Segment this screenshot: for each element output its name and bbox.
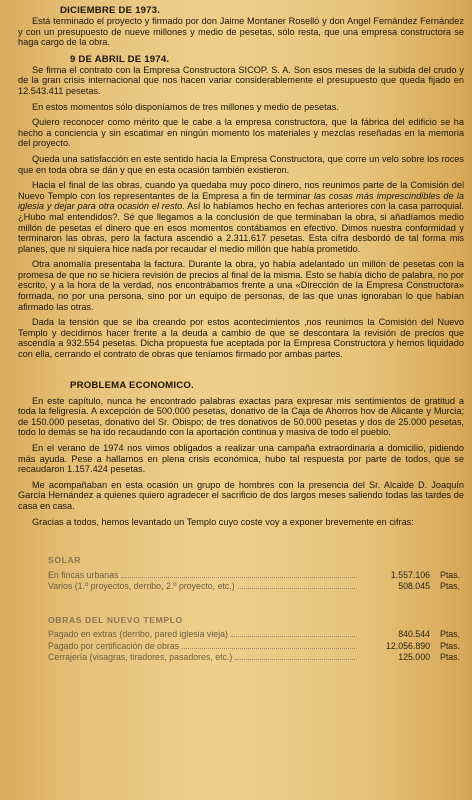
cost-unit: Ptas.: [439, 640, 460, 651]
cost-amount: 1.557.106: [390, 569, 430, 580]
cost-row: [48, 652, 460, 664]
leader-dots: [238, 588, 357, 589]
cost-row: [48, 570, 460, 582]
cost-section-obras-label: OBRAS DEL NUEVO TEMPLO: [48, 614, 183, 625]
cost-row: [48, 629, 460, 641]
cost-label: Varios (1.º proyectos, derribo, 2.º proyecto, etc.): [48, 581, 235, 592]
paragraph: Está terminado el proyecto y firmado por don Jaime Montaner Roselló y don Angel Fernández Fernández y con un presupuesto de nueve millones y medio de pesetas, sólo resta, que una empresa constructora se haga cargo de la obra.: [18, 16, 464, 48]
paragraph: Me acompañaban en esta ocasión un grupo de hombres con la presencia del Sr. Alcalde D. Joaquín García Hernández a quienes quiero agradecer el sacrificio de dos largos meses saliendo todas las tardes de casa en casa.: [18, 479, 464, 511]
paragraph: Dada la tensión que se iba creando por estos acontecimientos ,nos reunimos la Comisión del Nuevo Templo y decidimos hacer frente a la deuda a cambio de que se descontara la revisión de precios que ascendía a 932.554 pesetas. Dicha propuesta fue aceptada por la Empresa Constructora y hemos liquidado con ella, cerrando el contrato de obras que teníamos firmado por ambas partes.: [18, 317, 464, 360]
paragraph: Gracias a todos, hemos levantado un Templo cuyo coste voy a exponer brevemente en cifras:: [32, 516, 414, 527]
text-run: Hacia el final de las obras, cuando ya quedaba muy poco dinero, nos reunimos parte de la Comisión del Nuevo Templo con los representantes de la Empresa a fin de terminar: [18, 180, 464, 201]
cost-amount: 840.544: [398, 629, 430, 640]
document-page: [18, 0, 464, 664]
paragraph: En el verano de 1974 nos vimos obligados a realizar una campaña extraordinaria a domicilio, pidiendo más ayuda. Pese a hallarnos en plena crisis económica, hubo tal respuesta por parte de todos, que se recaudaron 1.157.424 pesetas.: [18, 443, 464, 475]
cost-row: [48, 581, 460, 593]
cost-unit: Ptas.: [439, 652, 460, 663]
cost-label: Cerrajería (visagras, tiradores, pasadores, etc.): [48, 652, 233, 663]
paragraph: En este capítulo, nunca he encontrado palabras exactas para expresar mis sentimientos de gratitud a toda la feligresía. A excepción de 500.000 pesetas, donativo de la Caja de Ahorros hov de Alicante y Murcia; de 150.000 pesetas, donativo del Sr. Obispo; de tres donativos de 50.000 pesetas y dos de 25.000 pesetas, todo lo demás se ha ido recaudando con la aportación continua y masiva de todo el pueblo.: [18, 395, 464, 438]
leader-dots: [231, 636, 357, 637]
cost-list-obras: [18, 629, 464, 664]
leader-dots: [121, 577, 357, 578]
cost-amount: 508.045: [398, 581, 430, 592]
cost-amount: 125.000: [398, 652, 430, 663]
heading-problema-economico: PROBLEMA ECONOMICO.: [70, 379, 194, 391]
leader-dots: [182, 648, 357, 649]
heading-diciembre-1973: DICIEMBRE DE 1973.: [60, 5, 161, 16]
cost-label: Pagado por certificación de obras: [48, 640, 180, 651]
paragraph: Quiero reconocer como mérito que le cabe a la empresa constructora, que la fábrica del edificio se ha hecho a conciencia y sin escatimar en ningún momento los materiales y mezclas reseñadas en la memoria del proyecto.: [18, 117, 464, 149]
cost-section-solar-label: SOLAR: [48, 555, 82, 566]
cost-unit: Ptas.: [439, 581, 460, 592]
text-run: Así lo habíamos hecho en fechas anteriores con la casa parroquial. ¿Hubo mal entendidos?. Sé que llegamos a la conclusión de que terminaban la obra, si añadíamos medio millón de pesetas el dinero que en esos momentos contábamos en efectivo. Dimos nuestra conformidad y terminaron las obras, pero la factura ascendió a 2.311.617 pesetas. Esta cifra desbordó de tal forma mis planes, que ni siquiera hice nada por recaudar el medio millón que había prometido.: [18, 201, 464, 254]
cost-label: En fincas urbanas: [48, 569, 119, 580]
cost-unit: Ptas.: [439, 569, 460, 580]
cost-row: [48, 641, 460, 653]
paragraph: Se firma el contrato con la Empresa Constructora SICOP. S. A. Son esos meses de la subida del crudo y de la gran crisis internacional que nos hacen variar considerablemente el presupuesto que queda fijado en 12.543.411 pesetas.: [18, 64, 464, 96]
italic-text: las cosas más imprescindibles de la iglesia y dejar para otra ocasión el resto.: [18, 190, 464, 212]
paragraph: En estos momentos sólo disponíamos de tres millones y medio de pesetas.: [32, 101, 339, 112]
paragraph: Otra anomalía presentaba la factura. Durante la obra, yo había adelantado un millón de pesetas con la promesa de que no se hiciera revisión de precios al final de la misma. Esto se había dicho de palabra, no por escrito, y a la hora de la verdad, nos encontrábamos frente a una «Dirección de la Empresa Constructora» formada, no por una persona, sino por un equipo de personas, de las que unas ignoraban lo que habían afirmado las otras.: [18, 259, 464, 312]
paragraph: Queda una satisfacción en este sentido hacia la Empresa Constructora, que corre un velo sobre los roces que en toda obra se dán y que en esta ocasión también existieron.: [18, 153, 464, 175]
cost-label: Pagado en extras (derribo, pared iglesia vieja): [48, 629, 228, 640]
cost-list-solar: [18, 570, 464, 593]
cost-unit: Ptas.: [439, 629, 460, 640]
heading-abril-1974: 9 DE ABRIL DE 1974.: [70, 53, 170, 65]
leader-dots: [235, 659, 357, 660]
cost-amount: 12.056.890: [385, 640, 430, 651]
paragraph: [18, 180, 464, 254]
